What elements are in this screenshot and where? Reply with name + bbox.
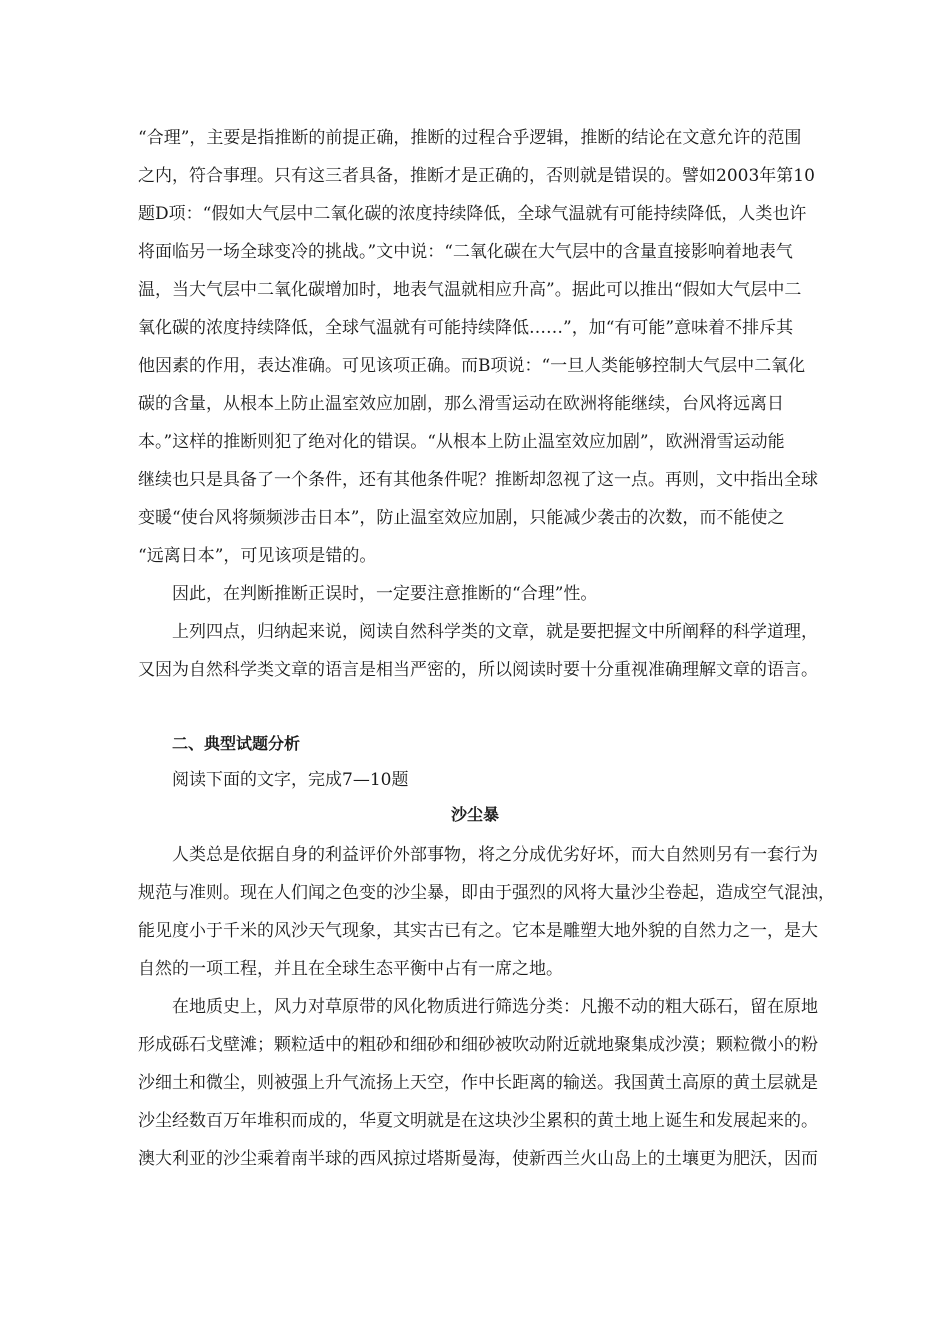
article-line: 澳大利亚的沙尘乘着南半球的西风掠过塔斯曼海，使新西兰火山岛上的土壤更为肥沃，因而 bbox=[138, 1149, 818, 1169]
paragraph-summary-line: 上列四点，归纳起来说，阅读自然科学类的文章，就是要把握文中所阐释的科学道理， bbox=[172, 622, 818, 642]
article-line: 在地质史上，风力对草原带的风化物质进行筛选分类：凡搬不动的粗大砾石，留在原地 bbox=[172, 997, 818, 1017]
text-line: “远离日本”，可见该项是错的。 bbox=[138, 546, 377, 566]
text-line: 继续也只是具备了一个条件，还有其他条件呢？推断却忽视了这一点。再则，文中指出全球 bbox=[138, 470, 818, 490]
article-line: 自然的一项工程，并且在全球生态平衡中占有一席之地。 bbox=[138, 959, 563, 979]
text-line: 碳的含量，从根本上防止温室效应加剧，那么滑雪运动在欧洲将能继续，台风将远离日 bbox=[138, 394, 784, 414]
text-line: 之内，符合事理。只有这三者具备，推断才是正确的，否则就是错误的。譬如2003年第10 bbox=[138, 166, 815, 186]
question-instruction: 阅读下面的文字，完成7—10题 bbox=[172, 770, 409, 790]
section-heading: 二、典型试题分析 bbox=[172, 734, 301, 753]
article-line: 沙尘经数百万年堆积而成的，华夏文明就是在这块沙尘累积的黄土地上诞生和发展起来的。 bbox=[138, 1111, 818, 1131]
article-line: 能见度小于千米的风沙天气现象，其实古已有之。它本是雕塑大地外貌的自然力之一，是大 bbox=[138, 921, 818, 941]
text-line: 将面临另一场全球变冷的挑战。”文中说：“二氧化碳在大气层中的含量直接影响着地表气 bbox=[138, 242, 793, 262]
text-line: 题D项：“假如大气层中二氧化碳的浓度持续降低，全球气温就有可能持续降低，人类也许 bbox=[138, 204, 807, 224]
article-line: 形成砾石戈壁滩；颗粒适中的粗砂和细砂和细砂被吹动附近就地聚集成沙漠；颗粒微小的粉 bbox=[138, 1035, 818, 1055]
article-line: 人类总是依据自身的利益评价外部事物，将之分成优劣好坏，而大自然则另有一套行为 bbox=[172, 845, 818, 865]
article-line: 沙细土和微尘，则被强上升气流扬上天空，作中长距离的输送。我国黄土高原的黄土层就是 bbox=[138, 1073, 818, 1093]
paragraph-summary-line: 又因为自然科学类文章的语言是相当严密的，所以阅读时要十分重视准确理解文章的语言。 bbox=[138, 660, 818, 680]
text-line: 氧化碳的浓度持续降低，全球气温就有可能持续降低……”，加“有可能”意味着不排斥其 bbox=[138, 318, 794, 338]
article-line: 规范与准则。现在人们闻之色变的沙尘暴，即由于强烈的风将大量沙尘卷起，造成空气混浊， bbox=[138, 883, 835, 903]
text-line: 本。”这样的推断则犯了绝对化的错误。“从根本上防止温室效应加剧”，欧洲滑雪运动能 bbox=[138, 432, 785, 452]
text-line: 变暖“使台风将频频涉击日本”，防止温室效应加剧，只能减少袭击的次数，而不能使之 bbox=[138, 508, 785, 528]
text-line: 他因素的作用，表达准确。可见该项正确。而B项说：“一旦人类能够控制大气层中二氧化 bbox=[138, 356, 806, 376]
text-line: “合理”，主要是指推断的前提正确，推断的过程合乎逻辑，推断的结论在文意允许的范围 bbox=[138, 128, 802, 148]
article-title: 沙尘暴 bbox=[450, 805, 499, 824]
paragraph-conclusion: 因此，在判断推断正误时，一定要注意推断的“合理”性。 bbox=[172, 584, 598, 604]
text-line: 温，当大气层中二氧化碳增加时，地表气温就相应升高”。据此可以推出“假如大气层中二 bbox=[138, 280, 802, 300]
